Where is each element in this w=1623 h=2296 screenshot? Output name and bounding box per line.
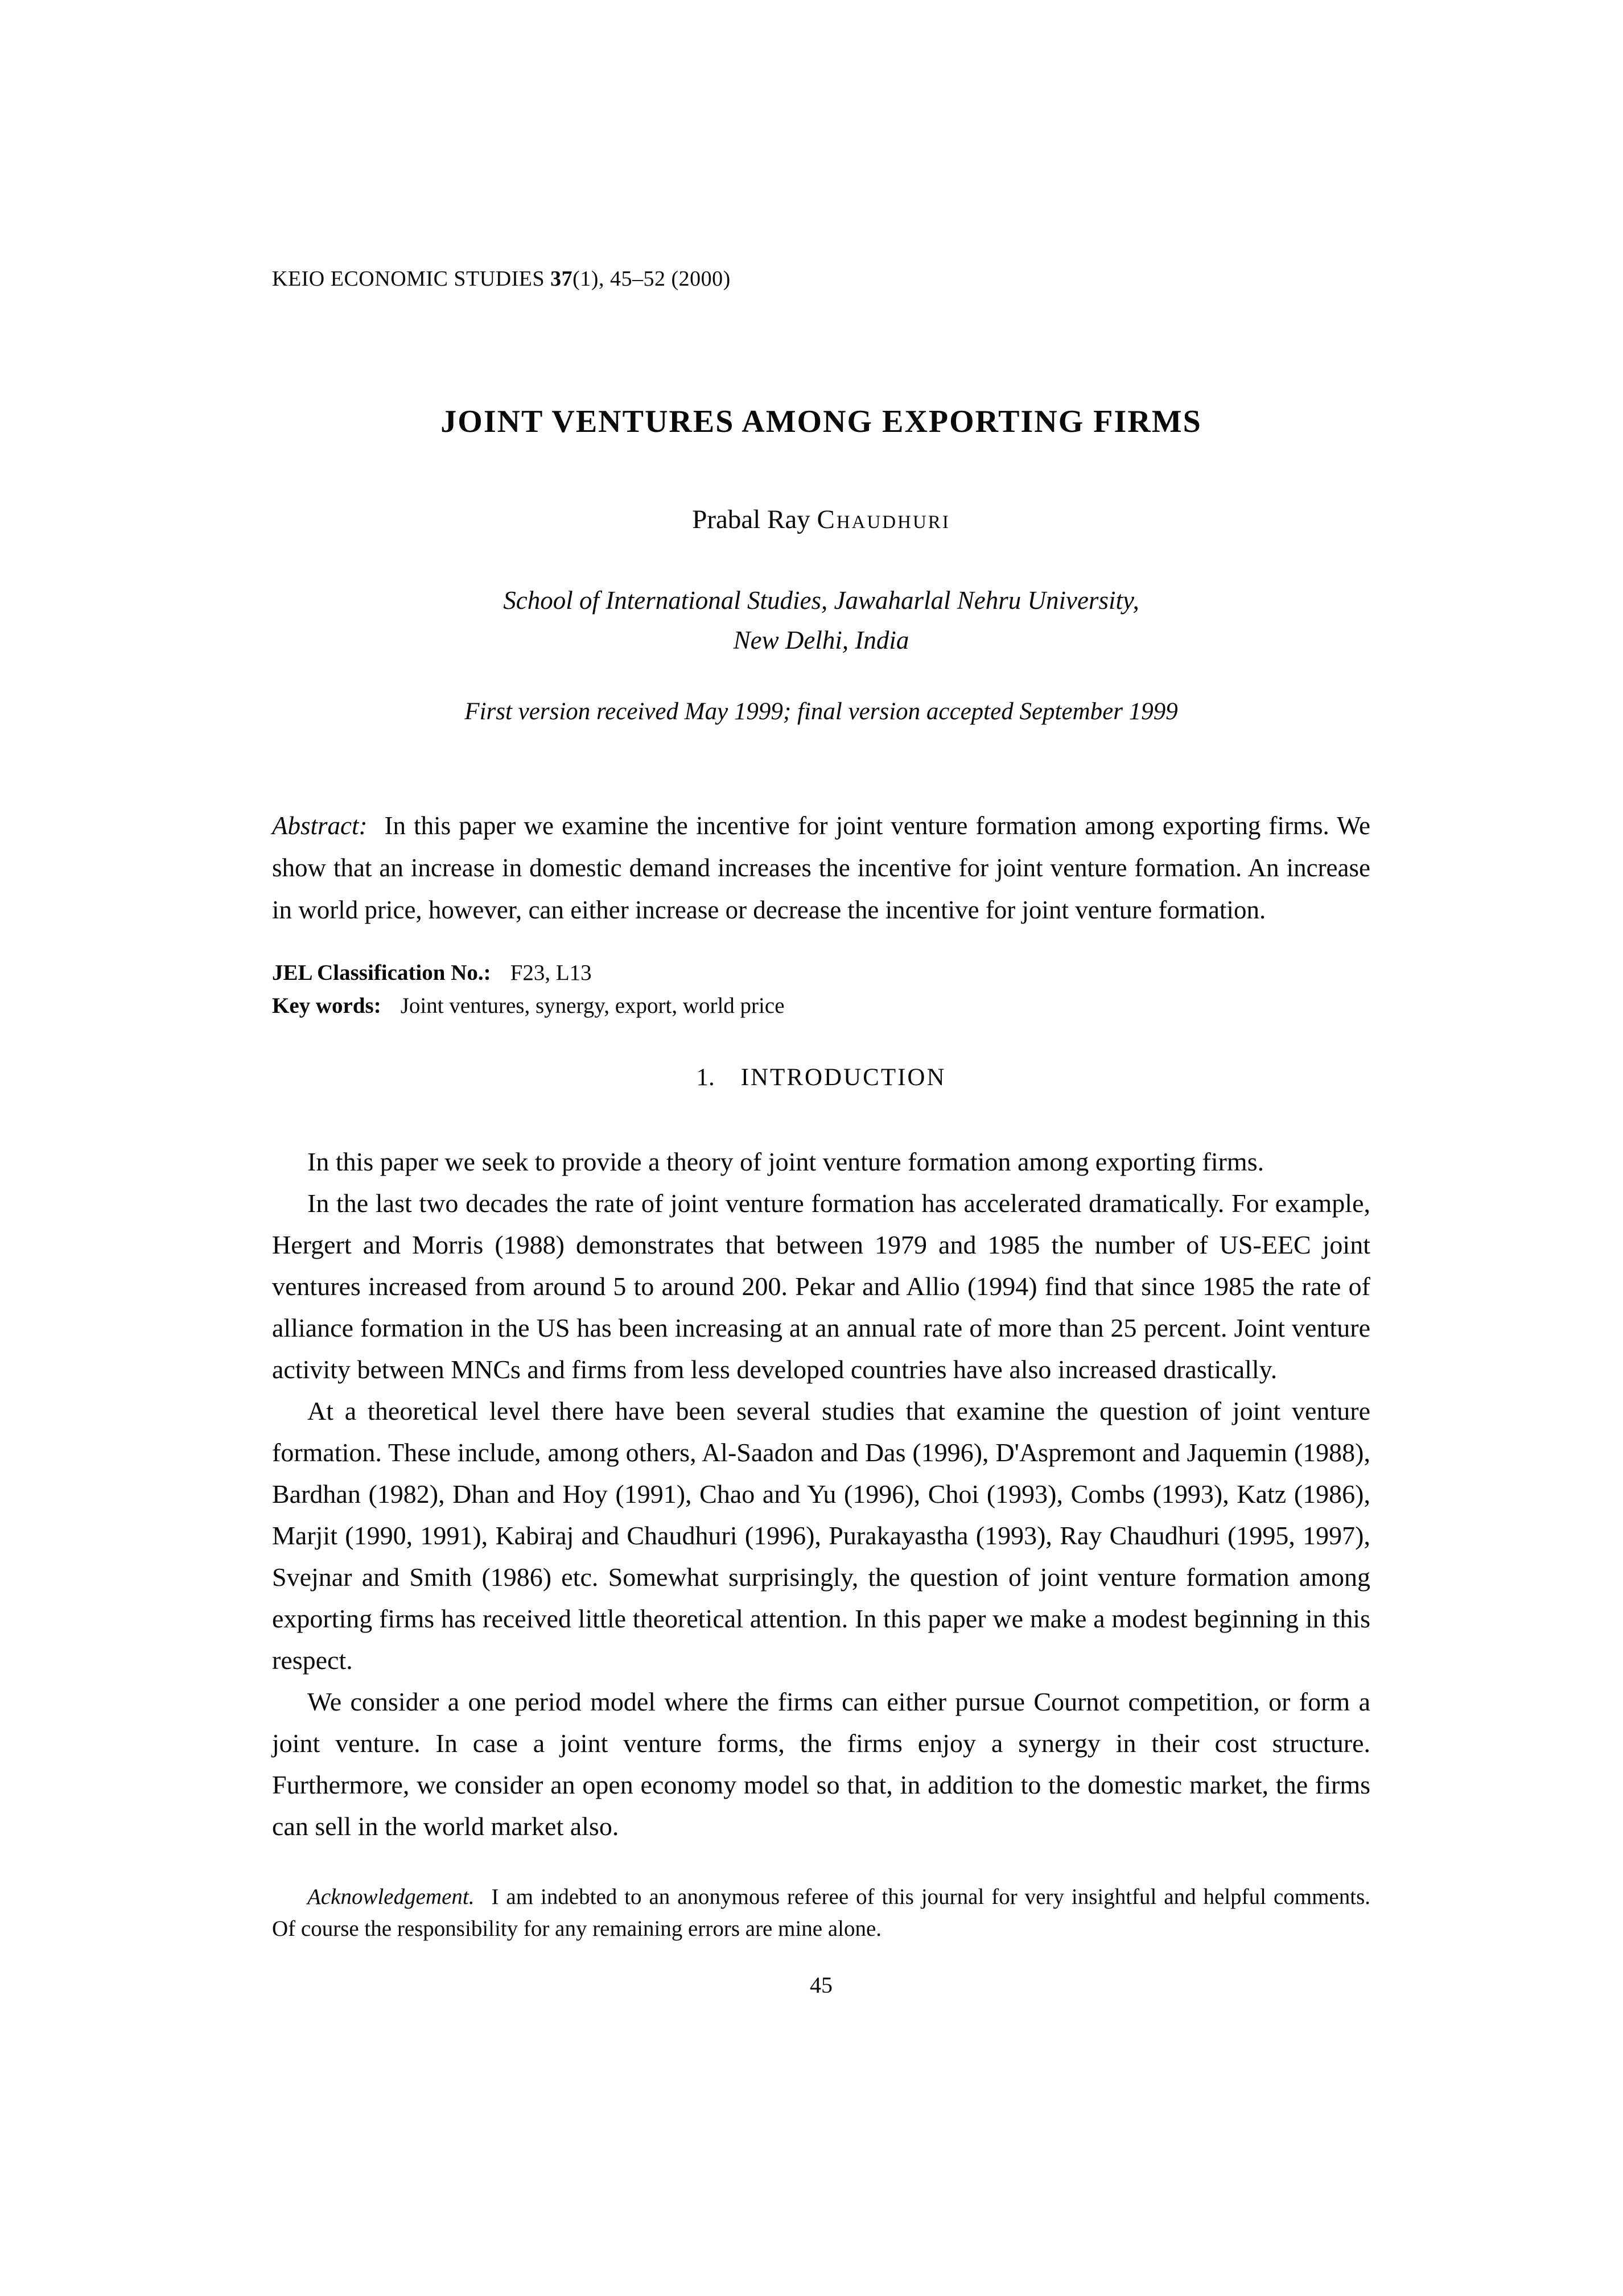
paragraph-2: In the last two decades the rate of joint venture formation has accelerated dramatically. For example, Hergert and Morris (1988) demonstrates that between 1979 and 1985 the number of US-EEC joint ventures increased from around 5 to around 200. Pekar and Allio (1994) find that since 1985 the rate of alliance formation in the US has been increasing at an annual rate of more than 25 percent. Joint venture activity between MNCs and firms from less developed countries have also increased drastically.: [272, 1189, 1370, 1384]
affiliation: [272, 580, 1370, 660]
acknowledgement-label: Acknowledgement.: [307, 1885, 475, 1909]
acknowledgement: [272, 1881, 1370, 1945]
section-title: INTRODUCTION: [740, 1064, 946, 1091]
affiliation-line-2: New Delhi, India: [733, 626, 909, 654]
jel-value: F23, L13: [510, 961, 592, 985]
paper-title: JOINT VENTURES AMONG EXPORTING FIRMS: [440, 404, 1202, 439]
section-heading-introduction: [272, 1062, 1370, 1093]
affiliation-line-1: School of International Studies, Jawaharlal Nehru University,: [503, 586, 1139, 615]
journal-header: [272, 265, 1370, 292]
introduction-body: [272, 1141, 1370, 1847]
keywords-value: Joint ventures, synergy, export, world price: [400, 994, 785, 1018]
author-given-name: Prabal Ray: [692, 505, 810, 534]
paragraph-1: In this paper we seek to provide a theory of joint venture formation among exporting firms.: [307, 1147, 1264, 1176]
jel-label: JEL Classification No.:: [272, 961, 491, 985]
author-surname: Chaudhuri: [817, 505, 950, 534]
acknowledgement-text: I am indebted to an anonymous referee of this journal for very insightful and helpful comments. Of course the responsibility for any remaining errors are mine alone.: [272, 1885, 1370, 1941]
abstract-label: Abstract:: [272, 811, 368, 840]
jel-classification: [272, 957, 1370, 990]
classification-block: [272, 957, 1370, 1023]
page-content: [272, 0, 1370, 2000]
section-number: 1.: [696, 1064, 715, 1091]
paragraph-3: At a theoretical level there have been several studies that examine the question of joint venture formation. These include, among others, Al-Saadon and Das (1996), D'Aspremont and Jaquemin (1988), Bardhan (1982), Dhan and Hoy (1991), Chao and Yu (1996), Choi (1993), Combs (1993), Katz (1986), Marjit (1990, 1991), Kabiraj and Chaudhuri (1996), Purakayastha (1993), Ray Chaudhuri (1995, 1997), Svejnar and Smith (1986) etc. Somewhat surprisingly, the question of joint venture formation among exporting firms has received little theoretical attention. In this paper we make a modest beginning in this respect.: [272, 1396, 1370, 1675]
abstract-text: In this paper we examine the incentive for joint venture formation among exporting firms. We show that an increase in domestic demand increases the incentive for joint venture formation. An increase in world price, however, can either increase or decrease the incentive for joint venture formation.: [272, 811, 1370, 924]
keywords-label: Key words:: [272, 994, 381, 1018]
journal-volume: 37: [550, 267, 573, 291]
page-number: 45: [810, 1972, 833, 1998]
paragraph-4: We consider a one period model where the firms can either pursue Cournot competition, or form a joint venture. In case a joint venture forms, the firms enjoy a synergy in their cost structure. Furthermore, we consider an open economy model so that, in addition to the domestic market, the firms can sell in the world market also.: [272, 1687, 1370, 1841]
received-dates: First version received May 1999; final version accepted September 1999: [464, 698, 1178, 725]
abstract: [272, 805, 1370, 931]
author-line: [272, 503, 1370, 536]
keywords: [272, 990, 1370, 1023]
journal-issue-pages: (1), 45–52 (2000): [572, 267, 731, 291]
journal-name: KEIO ECONOMIC STUDIES: [272, 267, 551, 291]
